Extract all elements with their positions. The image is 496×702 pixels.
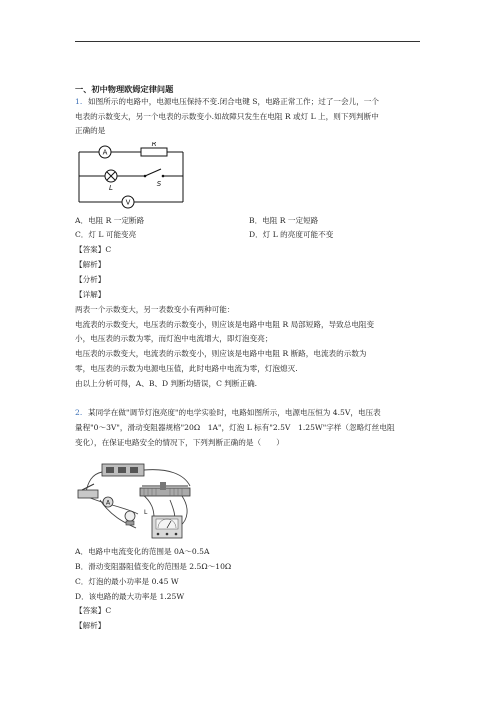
svg-text:A: A bbox=[105, 499, 111, 507]
q1-answer: 【答案】C bbox=[75, 245, 112, 254]
q2-option-b: B．滑动变阻器阻值变化的范围是 2.5Ω～10Ω bbox=[75, 562, 232, 571]
q2-stem-line: 量程"0～3V"，滑动变阻器规格"20Ω 1A"，灯泡 L 标有"2.5V 1.25W"字样（忽略灯丝电阻 bbox=[75, 423, 395, 432]
header-rule bbox=[75, 41, 420, 42]
voltmeter bbox=[152, 516, 182, 538]
lamp-label: L bbox=[109, 184, 113, 192]
q1-explanation-line: 小，电压表的示数为零，而灯泡中电流增大，即灯泡变亮； bbox=[75, 334, 273, 343]
rheostat bbox=[140, 482, 190, 496]
q2-option-d: D．该电路的最大功率是 1.25W bbox=[75, 592, 185, 601]
q1-number: 1. bbox=[75, 97, 83, 106]
resistor-label: R bbox=[151, 142, 157, 148]
q1-stem-line: 正确的是 bbox=[75, 126, 106, 135]
q1-circuit-diagram bbox=[75, 142, 187, 212]
q2-number: 2. bbox=[75, 408, 83, 417]
q2-option-a: A．电路中电流变化的范围是 0A～0.5A bbox=[75, 547, 210, 556]
lamp bbox=[125, 509, 148, 525]
q1-stem-line: 电表的示数变大，另一个电表的示数变小.如故障只发生在电阻 R 或灯 L 上，则下列判断中 bbox=[75, 112, 379, 121]
q1-option-d: D．灯 L 的亮度可能不变 bbox=[249, 230, 334, 239]
q1-explanation-line: 两表一个示数变大，另一表数变小有两种可能： bbox=[75, 305, 235, 314]
q1-option-b: B．电阻 R 一定短路 bbox=[249, 216, 319, 225]
lamp-label: L bbox=[144, 509, 148, 516]
q2-answer: 【答案】C bbox=[75, 606, 112, 615]
q1-explanation-line: 电压表的示数变大，电流表的示数变小，则应该是电路中电阻 R 断路，电流表的示数为 bbox=[75, 349, 367, 358]
q2-jiexi: 【解析】 bbox=[75, 621, 106, 630]
battery-box bbox=[102, 464, 144, 476]
q1-fenxi: 【分析】 bbox=[75, 275, 106, 284]
q2-stem-line: 变化），在保证电路安全的情况下，下列判断正确的是（ ） bbox=[75, 438, 284, 447]
q1-jiexi: 【解析】 bbox=[75, 260, 106, 269]
q1-explanation-line: 电流表的示数变大，电压表的示数变小，则应该是电路中电阻 R 局部短路，导致总电阻变 bbox=[75, 320, 375, 329]
q2-option-c: C．灯泡的最小功率是 0.45 W bbox=[75, 577, 179, 586]
q1-option-c: C．灯 L 可能变亮 bbox=[75, 230, 137, 239]
q1-xiangjie: 【详解】 bbox=[75, 290, 106, 299]
q1-option-a: A．电阻 R 一定断路 bbox=[75, 216, 145, 225]
switch-blade bbox=[145, 169, 161, 176]
switch-label: S bbox=[156, 180, 162, 188]
q2-experiment-photo bbox=[72, 458, 200, 542]
ammeter bbox=[103, 497, 113, 507]
voltmeter-label: V bbox=[125, 198, 131, 207]
section-title: 一、初中物理欧姆定律问题 bbox=[75, 84, 174, 94]
q2-stem-line: 某同学在做"调节灯泡亮度"的电学实验时，电路如图所示，电源电压恒为 4.5V，电压表 bbox=[88, 408, 381, 417]
ammeter-label: A bbox=[102, 148, 108, 157]
q1-stem-line: 如图所示的电路中，电源电压保持不变.闭合电键 S，电路正常工作；过了一会儿，一个 bbox=[88, 97, 379, 106]
q1-explanation-line: 零，电压表的示数为电源电压值，此时电路中电流为零，灯泡熄灭. bbox=[75, 364, 298, 373]
q1-explanation-line: 由以上分析可得，A、B、D 判断均错误，C 判断正确. bbox=[75, 379, 258, 388]
resistor-symbol bbox=[141, 148, 167, 156]
